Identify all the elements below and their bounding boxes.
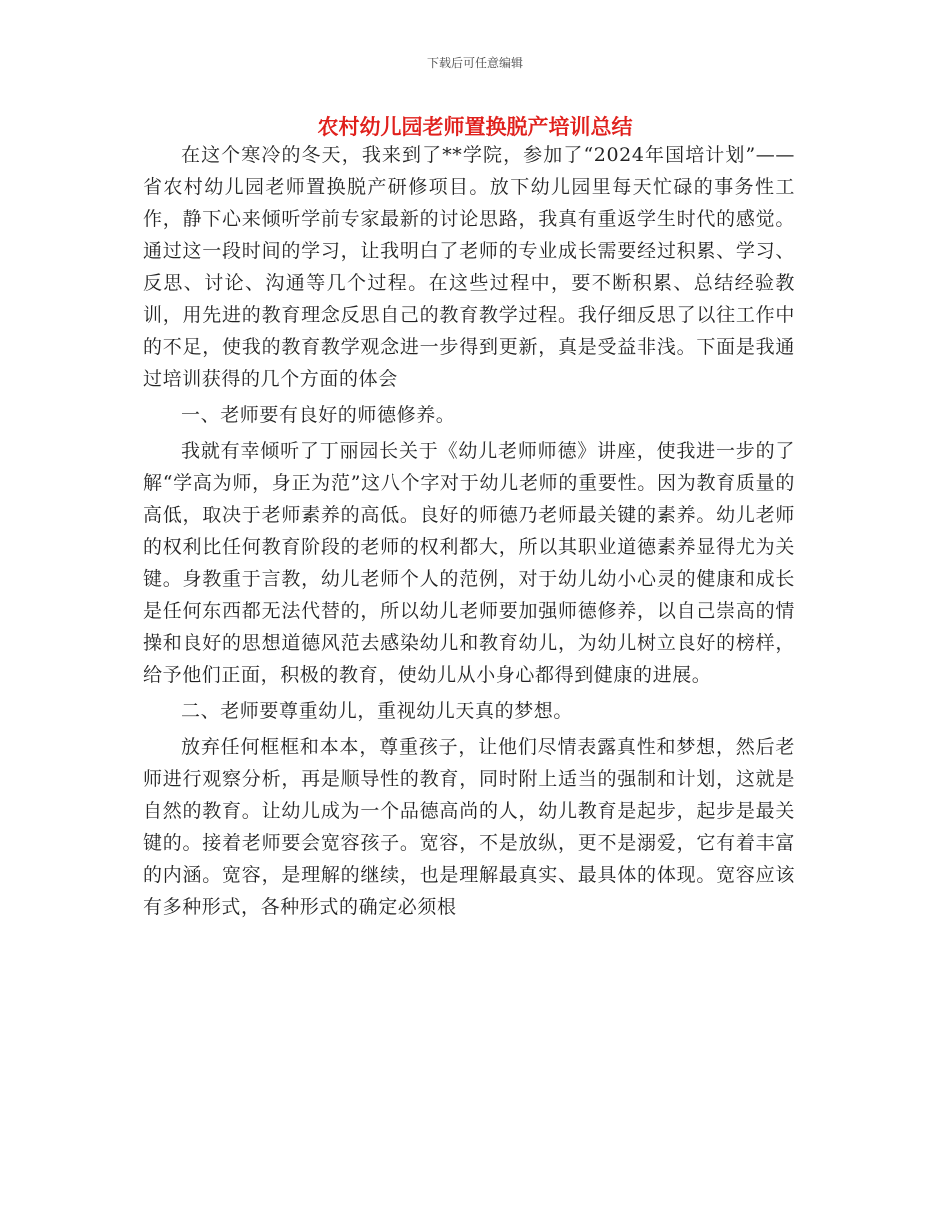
paragraph-section-2: 放弃任何框框和本本，尊重孩子，让他们尽情表露真性和梦想，然后老师进行观察分析，再是顺导性的教育，同时附上适当的强制和计划，这就是自然的教育。让幼儿成为一个品德高尚的人，幼儿教育是起步，起步是最关键的。接着老师要会宽容孩子。宽容，不是放纵，更不是溺爱，它有着丰富的内涵。宽容，是理解的继续，也是理解最真实、最具体的体现。宽容应该有多种形式，各种形式的确定必须根: [143, 736, 795, 918]
paragraph-section-1: 我就有幸倾听了丁丽园长关于《幼儿老师师德》讲座，使我进一步的了解“学高为师，身正为范”这八个字对于幼儿老师的重要性。因为教育质量的高低，取决于老师素养的高低。良好的师德乃老师最关键的素养。幼儿老师的权利比任何教育阶段的老师的权利都大，所以其职业道德素养显得尤为关键。身教重于言教，幼儿老师个人的范例，对于幼儿幼小心灵的健康和成长是任何东西都无法代替的，所以幼儿老师要加强师德修养，以自己崇高的情操和良好的思想道德风范去感染幼儿和教育幼儿，为幼儿树立良好的榜样，给予他们正面，积极的教育，使幼儿从小身心都得到健康的进展。: [143, 440, 795, 686]
document-body: [143, 139, 795, 923]
document-title: 农村幼儿园老师置换脱产培训总结: [317, 115, 633, 139]
section-heading-2: 二、老师要尊重幼儿，重视幼儿天真的梦想。: [181, 700, 574, 722]
section-heading-1: 一、老师要有良好的师德修养。: [181, 404, 456, 426]
paragraph-intro: 在这个寒冷的冬天，我来到了**学院，参加了“2024年国培计划”——省农村幼儿园老师置换脱产研修项目。放下幼儿园里每天忙碌的事务性工作，静下心来倾听学前专家最新的讨论思路，我真有重返学生时代的感觉。通过这一段时间的学习，让我明白了老师的专业成长需要经过积累、学习、反思、讨论、沟通等几个过程。在这些过程中，要不断积累、总结经验教训，用先进的教育理念反思自己的教育教学过程。我仔细反思了以往工作中的不足，使我的教育教学观念进一步得到更新，真是受益非浅。下面是我通过培训获得的几个方面的体会: [143, 144, 795, 390]
header-note: 下载后可任意编辑: [426, 56, 523, 70]
